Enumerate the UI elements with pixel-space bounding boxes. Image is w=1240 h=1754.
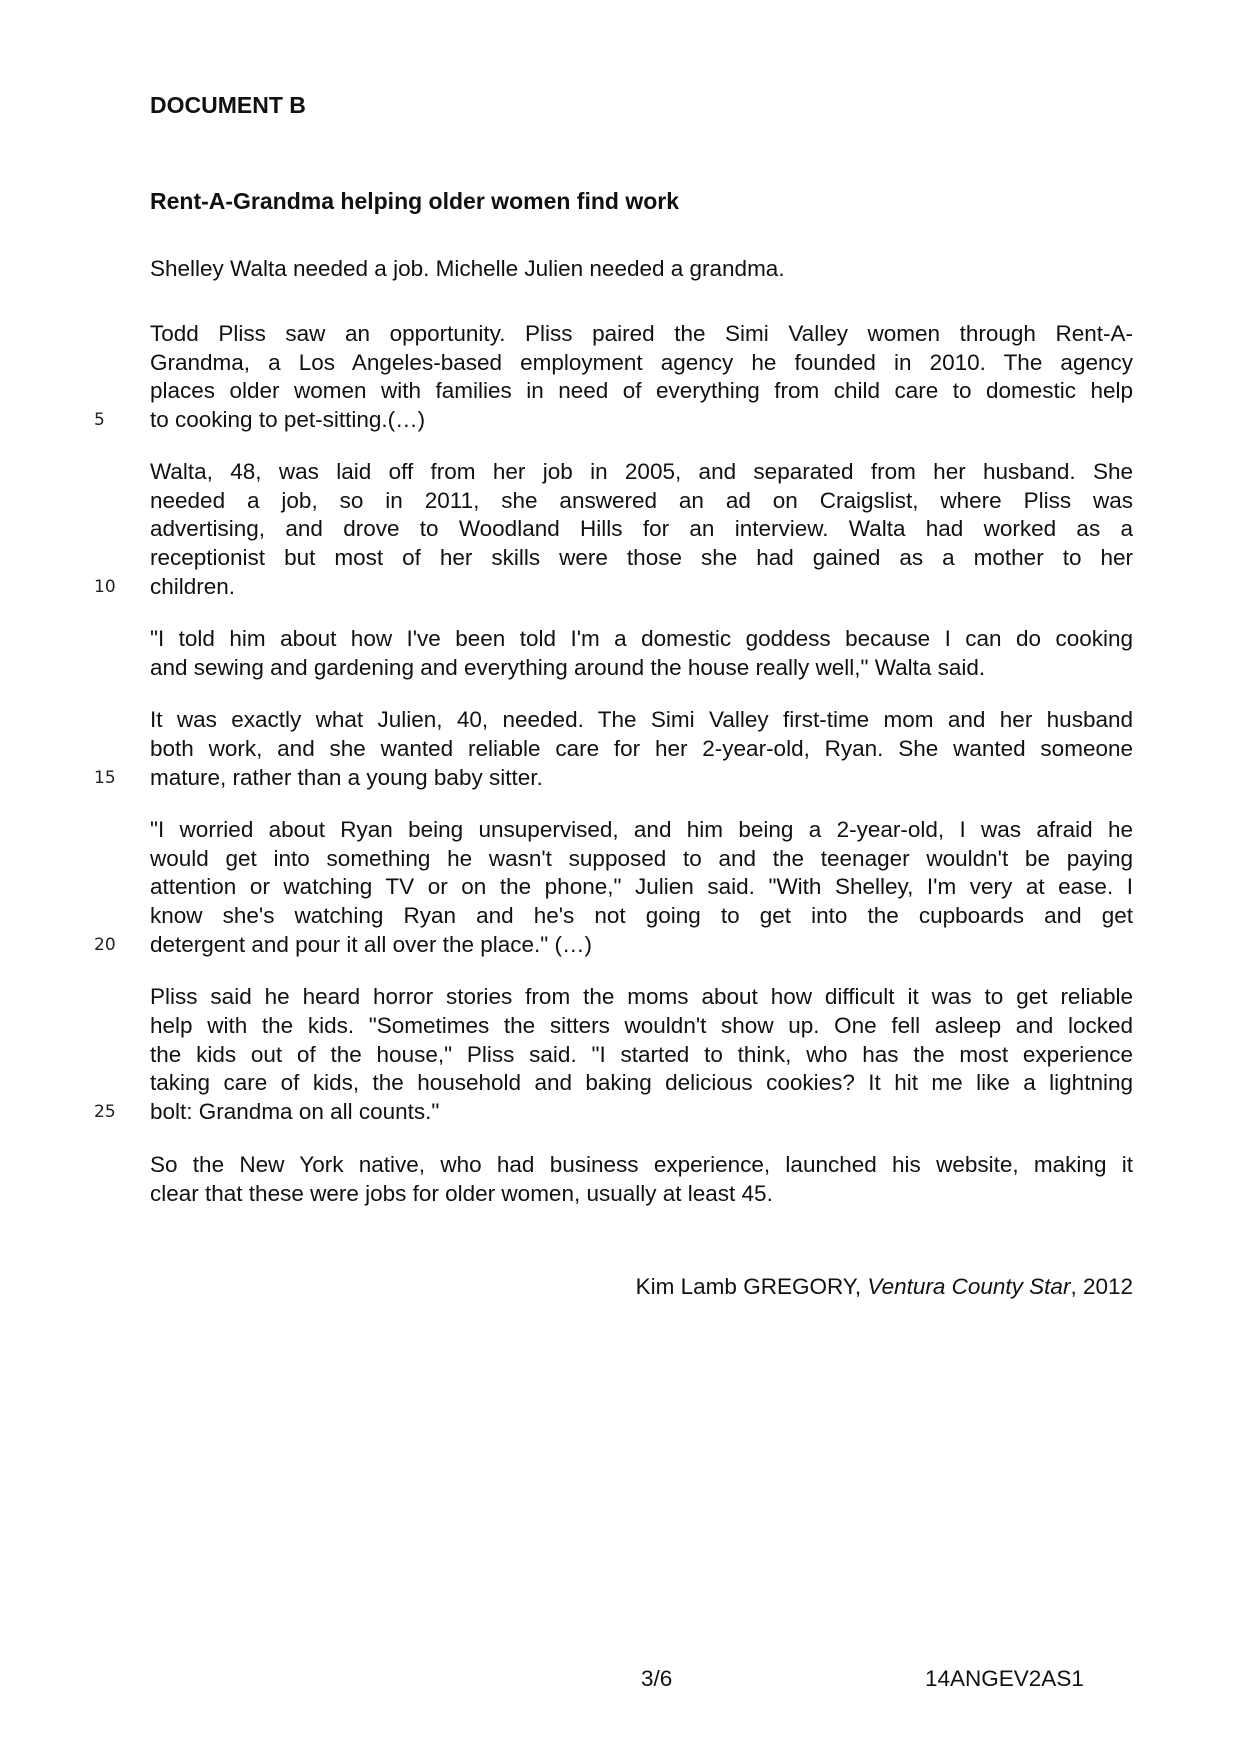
text-line: to cooking to pet-sitting.(…) [150, 407, 426, 432]
text-line: mature, rather than a young baby sitter. [150, 765, 543, 790]
text-line: Grandma, a Los Angeles-based employment agency he founded in 2010. The agency [150, 350, 1133, 375]
text-line: receptionist but most of her skills were those she had gained as a mother to her [150, 545, 1133, 570]
article-source [636, 1272, 1133, 1301]
line-number: 25 [94, 1102, 116, 1122]
text-line: clear that these were jobs for older women, usually at least 45. [150, 1181, 773, 1206]
text-line: "I told him about how I've been told I'm a domestic goddess because I can do cooking [150, 626, 1133, 651]
text-line: advertising, and drove to Woodland Hills for an interview. Walta had worked as a [150, 516, 1133, 541]
text-line: Todd Pliss saw an opportunity. Pliss paired the Simi Valley women through Rent-A- [150, 321, 1133, 346]
intro-line: Shelley Walta needed a job. Michelle Julien needed a grandma. [150, 256, 785, 281]
text-line: attention or watching TV or on the phone," Julien said. "With Shelley, I'm very at ease. I [150, 874, 1133, 899]
text-line: detergent and pour it all over the place." (…) [150, 932, 592, 957]
text-line: Pliss said he heard horror stories from the moms about how difficult it was to get reliable [150, 984, 1133, 1009]
text-line: bolt: Grandma on all counts." [150, 1099, 440, 1124]
text-line: taking care of kids, the household and baking delicious cookies? It hit me like a lightning [150, 1070, 1133, 1095]
source-publication: Ventura County Star [867, 1274, 1071, 1299]
source-year: , 2012 [1070, 1274, 1133, 1299]
source-author: Kim Lamb GREGORY, [635, 1274, 868, 1299]
text-line: "I worried about Ryan being unsupervised, and him being a 2-year-old, I was afraid he [150, 817, 1133, 842]
page-number: 3/6 [641, 1666, 673, 1691]
text-line: needed a job, so in 2011, she answered an ad on Craigslist, where Pliss was [150, 488, 1133, 513]
text-line: the kids out of the house," Pliss said. "I started to think, who has the most experience [150, 1042, 1133, 1067]
line-number: 5 [94, 410, 105, 430]
text-line: help with the kids. "Sometimes the sitters wouldn't show up. One fell asleep and locked [150, 1013, 1133, 1038]
document-label: DOCUMENT B [150, 92, 306, 118]
text-line: It was exactly what Julien, 40, needed. The Simi Valley first-time mom and her husband [150, 707, 1133, 732]
article-title: Rent-A-Grandma helping older women find work [150, 188, 680, 214]
text-line: Walta, 48, was laid off from her job in 2005, and separated from her husband. She [150, 459, 1133, 484]
text-line: places older women with families in need of everything from child care to domestic help [150, 378, 1133, 403]
document-code: 14ANGEV2AS1 [925, 1666, 1084, 1691]
line-number: 20 [94, 935, 116, 955]
text-line: and sewing and gardening and everything around the house really well," Walta said. [150, 655, 986, 680]
text-line: children. [150, 574, 236, 599]
line-number: 15 [94, 768, 116, 788]
text-line: So the New York native, who had business experience, launched his website, making it [150, 1152, 1133, 1177]
text-line: would get into something he wasn't supposed to and the teenager wouldn't be paying [150, 846, 1133, 871]
text-line: both work, and she wanted reliable care for her 2-year-old, Ryan. She wanted someone [150, 736, 1133, 761]
line-number: 10 [94, 577, 116, 597]
text-line: know she's watching Ryan and he's not going to get into the cupboards and get [150, 903, 1133, 928]
